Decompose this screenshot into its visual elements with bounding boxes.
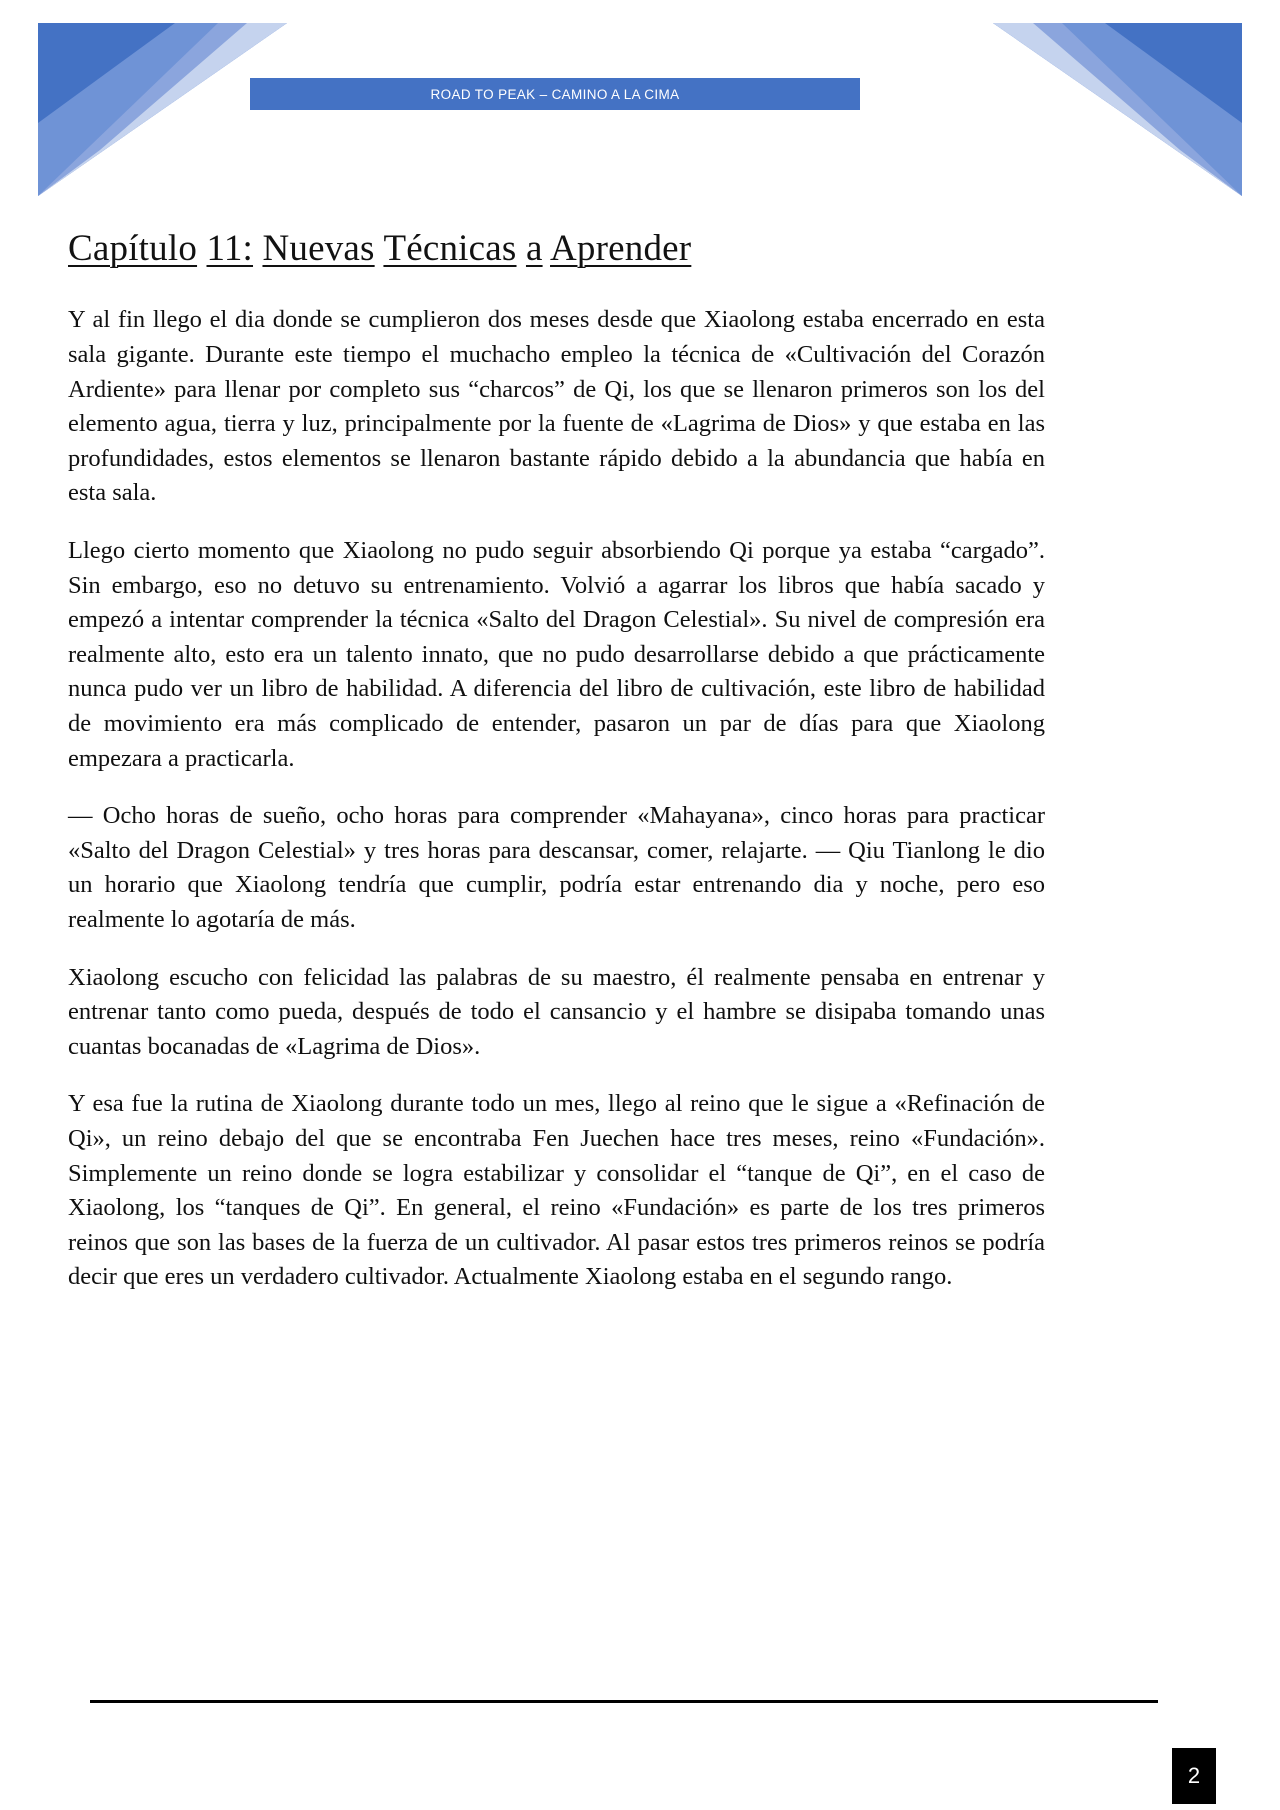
chapter-title-word-5: Aprender <box>550 228 692 269</box>
chapter-title <box>68 228 1045 269</box>
page-number-text: 2 <box>1187 1763 1201 1788</box>
chapter-title-word-4: a <box>525 228 543 269</box>
body-paragraph: Y al fin llego el dia donde se cumplieron dos meses desde que Xiaolong estaba encerrado en esta sala gigante. Durante este tiempo el muchacho empleo la técnica de «Cultivación del Corazón Ardiente» para llenar por completo sus “charcos” de Qi, los que se llenaron primeros son los del elemento agua, tierra y luz, principalmente por la fuente de «Lagrima de Dios» y que estaba en las profundidades, estos elementos se llenaron bastante rápido debido a la abundancia que había en esta sala. <box>68 306 1045 507</box>
header-title-text: ROAD TO PEAK – CAMINO A LA CIMA <box>430 86 680 102</box>
footer-divider <box>90 1700 1158 1703</box>
body-paragraph: — Ocho horas de sueño, ocho horas para comprender «Mahayana», cinco horas para practicar «Salto del Dragon Celestial» y tres horas para descansar, comer, relajarte. — Qiu Tianlong le dio un horario que Xiaolong tendría que cumplir, podría estar entrenando dia y noche, pero eso realmente lo agotaría de más. <box>68 802 1045 933</box>
chapter-title-word-1: 11: <box>206 228 254 269</box>
chapter-title-word-0: Capítulo <box>68 228 198 269</box>
body-paragraph: Llego cierto momento que Xiaolong no pudo seguir absorbiendo Qi porque ya estaba “cargado”. Sin embargo, eso no detuvo su entrenamiento. Volvió a agarrar los libros que había sacado y empezó a intentar comprender la técnica «Salto del Dragon Celestial». Su nivel de compresión era realmente alto, esto era un talento innato, que no pudo desarrollarse debido a que prácticamente nunca pudo ver un libro de habilidad. A diferencia del libro de cultivación, este libro de habilidad de movimiento era más complicado de entender, pasaron un par de días para que Xiaolong empezara a practicarla. <box>68 537 1045 772</box>
document-body <box>68 228 1045 1295</box>
chapter-title-word-3: Técnicas <box>383 228 517 269</box>
page-header <box>0 0 1280 200</box>
header-title-bar <box>250 78 860 110</box>
body-paragraph: Xiaolong escucho con felicidad las palabras de su maestro, él realmente pensaba en entrenar y entrenar tanto como pueda, después de todo el cansancio y el hambre se disipaba tomando unas cuantas bocanadas de «Lagrima de Dios». <box>68 963 1045 1060</box>
header-corner-art-right <box>960 0 1280 200</box>
page-footer <box>0 1700 1280 1810</box>
body-paragraph: Y esa fue la rutina de Xiaolong durante todo un mes, llego al reino que le sigue a «Refinación de Qi», un reino debajo del que se encontraba Fen Juechen hace tres meses, reino «Fundación». Simplemente un reino donde se logra estabilizar y consolidar el “tanque de Qi”, en el caso de Xiaolong, los “tanques de Qi”. En general, el reino «Fundación» es parte de los tres primeros reinos que son las bases de la fuerza de un cultivador. Al pasar estos tres primeros reinos se podría decir que eres un verdadero cultivador. Actualmente Xiaolong estaba en el segundo rango. <box>68 1090 1045 1291</box>
page-number-badge <box>1172 1748 1216 1804</box>
chapter-title-word-2: Nuevas <box>262 228 375 269</box>
